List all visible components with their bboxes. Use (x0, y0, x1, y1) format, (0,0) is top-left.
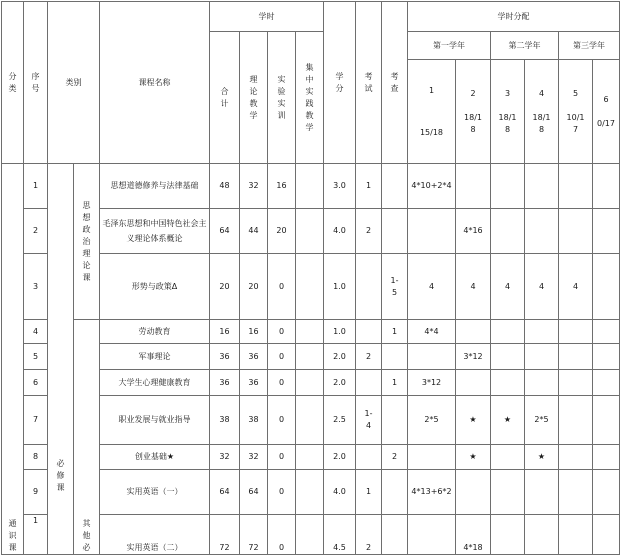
semester-1 (408, 60, 456, 164)
practice-cell (296, 515, 324, 555)
check-cell (382, 164, 408, 209)
s3-cell (491, 320, 525, 344)
s1-cell: 4 (408, 254, 456, 320)
s5-cell (559, 370, 593, 396)
credit-cell: 2.5 (324, 396, 356, 445)
s2-cell: ★ (456, 396, 491, 445)
theory-cell: 32 (240, 164, 268, 209)
required-cell: 必修课 (48, 164, 74, 555)
table-row (2, 164, 620, 209)
s6-cell (593, 445, 620, 470)
s4-cell (525, 470, 559, 515)
s3-cell: 4 (491, 254, 525, 320)
s5-cell (559, 445, 593, 470)
header-year2: 第二学年 (491, 32, 559, 60)
header-total: 合计 (210, 32, 240, 164)
theory-cell: 38 (240, 396, 268, 445)
semester-3 (491, 60, 525, 164)
header-lab: 实验实训 (268, 32, 296, 164)
header-exam: 考试 (356, 2, 382, 164)
header-practice: 集中实践教学 (296, 32, 324, 164)
course-name-cell: 思想道德修养与法律基础 (100, 164, 210, 209)
s2-cell (456, 470, 491, 515)
group-other-cell: 其他必 (74, 320, 100, 555)
semester-6 (593, 60, 620, 164)
s4-cell (525, 320, 559, 344)
semester-1-weeks: 15/18 (419, 127, 444, 137)
total-cell: 48 (210, 164, 240, 209)
s5-cell (559, 396, 593, 445)
s5-cell: 4 (559, 254, 593, 320)
semester-3-weeks: 18/18 (498, 112, 517, 134)
credit-cell: 4.5 (324, 515, 356, 555)
semester-1-label: 1 (428, 85, 435, 95)
exam-cell: 2 (356, 344, 382, 370)
practice-cell (296, 445, 324, 470)
exam-cell (356, 445, 382, 470)
exam-cell (356, 370, 382, 396)
exam-cell: 2 (356, 515, 382, 555)
s6-cell (593, 254, 620, 320)
course-schedule-table (1, 1, 620, 555)
course-name-cell: 大学生心理健康教育 (100, 370, 210, 396)
check-cell (382, 396, 408, 445)
lab-cell: 0 (268, 445, 296, 470)
lab-cell: 0 (268, 515, 296, 555)
check-cell (382, 344, 408, 370)
s4-cell: 2*5 (525, 396, 559, 445)
s6-cell (593, 470, 620, 515)
s1-cell (408, 344, 456, 370)
practice-cell (296, 209, 324, 254)
credit-cell: 2.0 (324, 344, 356, 370)
s1-cell (408, 209, 456, 254)
s5-cell (559, 320, 593, 344)
s2-cell (456, 164, 491, 209)
seq-cell: 1 (24, 515, 48, 555)
course-name-cell: 职业发展与就业指导 (100, 396, 210, 445)
category-cell: 通识课 (2, 164, 24, 555)
header-year3: 第三学年 (559, 32, 620, 60)
s4-cell (525, 344, 559, 370)
semester-2-weeks: 18/18 (464, 112, 482, 134)
s5-cell (559, 344, 593, 370)
check-cell (382, 470, 408, 515)
credit-cell: 3.0 (324, 164, 356, 209)
seq-cell: 4 (24, 320, 48, 344)
theory-cell: 44 (240, 209, 268, 254)
header-seq: 序号 (24, 2, 48, 164)
s6-cell (593, 164, 620, 209)
table-row (2, 320, 620, 344)
s4-cell (525, 370, 559, 396)
semester-5-label: 5 (572, 88, 579, 98)
credit-cell: 4.0 (324, 209, 356, 254)
total-cell: 64 (210, 470, 240, 515)
lab-cell: 16 (268, 164, 296, 209)
s2-cell: ★ (456, 445, 491, 470)
semester-4-weeks: 18/18 (532, 112, 551, 134)
check-cell: 1 (382, 320, 408, 344)
practice-cell (296, 320, 324, 344)
s6-cell (593, 396, 620, 445)
practice-cell (296, 344, 324, 370)
total-cell: 20 (210, 254, 240, 320)
s4-cell: 4 (525, 254, 559, 320)
s5-cell (559, 209, 593, 254)
practice-cell (296, 370, 324, 396)
seq-cell: 5 (24, 344, 48, 370)
exam-cell: 1 (356, 470, 382, 515)
semester-6-weeks: 0/17 (597, 118, 615, 128)
exam-cell: 1 (356, 164, 382, 209)
credit-cell: 4.0 (324, 470, 356, 515)
s4-cell: ★ (525, 445, 559, 470)
seq-cell: 8 (24, 445, 48, 470)
s3-cell (491, 515, 525, 555)
lab-cell: 0 (268, 396, 296, 445)
header-distribution: 学时分配 (408, 2, 620, 32)
semester-6-label: 6 (603, 94, 609, 104)
theory-cell: 16 (240, 320, 268, 344)
s6-cell (593, 515, 620, 555)
exam-cell (356, 320, 382, 344)
check-cell: 1-5 (382, 254, 408, 320)
s2-cell: 4*18 (456, 515, 491, 555)
header-course-name: 课程名称 (100, 2, 210, 164)
course-name-cell: 劳动教育 (100, 320, 210, 344)
seq-cell: 2 (24, 209, 48, 254)
credit-cell: 1.0 (324, 320, 356, 344)
s1-cell (408, 515, 456, 555)
course-name-cell: 实用英语（一） (100, 470, 210, 515)
s3-cell (491, 370, 525, 396)
header-theory: 理论教学 (240, 32, 268, 164)
s3-cell (491, 209, 525, 254)
lab-cell: 20 (268, 209, 296, 254)
semester-2 (456, 60, 491, 164)
header-year1: 第一学年 (408, 32, 491, 60)
lab-cell: 0 (268, 320, 296, 344)
s3-cell (491, 470, 525, 515)
s5-cell (559, 470, 593, 515)
exam-cell (356, 254, 382, 320)
course-name-cell: 形势与政策Δ (100, 254, 210, 320)
s6-cell (593, 320, 620, 344)
check-cell (382, 209, 408, 254)
s2-cell (456, 370, 491, 396)
check-cell: 2 (382, 445, 408, 470)
total-cell: 32 (210, 445, 240, 470)
total-cell: 72 (210, 515, 240, 555)
s2-cell: 4*16 (456, 209, 491, 254)
header-check: 考查 (382, 2, 408, 164)
semester-4 (525, 60, 559, 164)
theory-cell: 64 (240, 470, 268, 515)
s3-cell (491, 164, 525, 209)
lab-cell: 0 (268, 470, 296, 515)
theory-cell: 32 (240, 445, 268, 470)
header-credits: 学分 (324, 2, 356, 164)
theory-cell: 72 (240, 515, 268, 555)
lab-cell: 0 (268, 254, 296, 320)
s1-cell (408, 445, 456, 470)
total-cell: 64 (210, 209, 240, 254)
credit-cell: 2.0 (324, 445, 356, 470)
theory-cell: 20 (240, 254, 268, 320)
total-cell: 16 (210, 320, 240, 344)
s6-cell (593, 370, 620, 396)
semester-2-label: 2 (470, 88, 476, 98)
theory-cell: 36 (240, 370, 268, 396)
exam-cell: 2 (356, 209, 382, 254)
s6-cell (593, 209, 620, 254)
semester-4-label: 4 (538, 88, 545, 98)
group-politics-cell: 思想政治理论课 (74, 164, 100, 320)
credit-cell: 1.0 (324, 254, 356, 320)
lab-cell: 0 (268, 344, 296, 370)
s5-cell (559, 164, 593, 209)
s6-cell (593, 344, 620, 370)
header-type: 类别 (48, 2, 100, 164)
header-hours: 学时 (210, 2, 324, 32)
semester-5 (559, 60, 593, 164)
practice-cell (296, 396, 324, 445)
seq-cell: 6 (24, 370, 48, 396)
s1-cell: 2*5 (408, 396, 456, 445)
s2-cell: 3*12 (456, 344, 491, 370)
semester-3-label: 3 (504, 88, 511, 98)
seq-cell: 1 (24, 164, 48, 209)
s4-cell (525, 164, 559, 209)
theory-cell: 36 (240, 344, 268, 370)
lab-cell: 0 (268, 370, 296, 396)
s1-cell: 4*13+6*2 (408, 470, 456, 515)
s3-cell: ★ (491, 396, 525, 445)
seq-cell: 3 (24, 254, 48, 320)
course-name-cell: 毛泽东思想和中国特色社会主义理论体系概论 (100, 209, 210, 254)
practice-cell (296, 164, 324, 209)
header-category: 分类 (2, 2, 24, 164)
course-name-cell: 军事理论 (100, 344, 210, 370)
s3-cell (491, 445, 525, 470)
s3-cell (491, 344, 525, 370)
s1-cell: 4*10+2*4 (408, 164, 456, 209)
credit-cell: 2.0 (324, 370, 356, 396)
s2-cell: 4 (456, 254, 491, 320)
total-cell: 36 (210, 344, 240, 370)
exam-cell: 1-4 (356, 396, 382, 445)
course-name-cell: 创业基础★ (100, 445, 210, 470)
s1-cell: 4*4 (408, 320, 456, 344)
s4-cell (525, 209, 559, 254)
s1-cell: 3*12 (408, 370, 456, 396)
course-name-cell: 实用英语（二） (100, 515, 210, 555)
seq-cell: 7 (24, 396, 48, 445)
total-cell: 38 (210, 396, 240, 445)
s4-cell (525, 515, 559, 555)
s2-cell (456, 320, 491, 344)
practice-cell (296, 470, 324, 515)
semester-5-weeks: 10/17 (566, 112, 585, 134)
s5-cell (559, 515, 593, 555)
practice-cell (296, 254, 324, 320)
check-cell: 1 (382, 370, 408, 396)
check-cell (382, 515, 408, 555)
total-cell: 36 (210, 370, 240, 396)
seq-cell: 9 (24, 470, 48, 515)
